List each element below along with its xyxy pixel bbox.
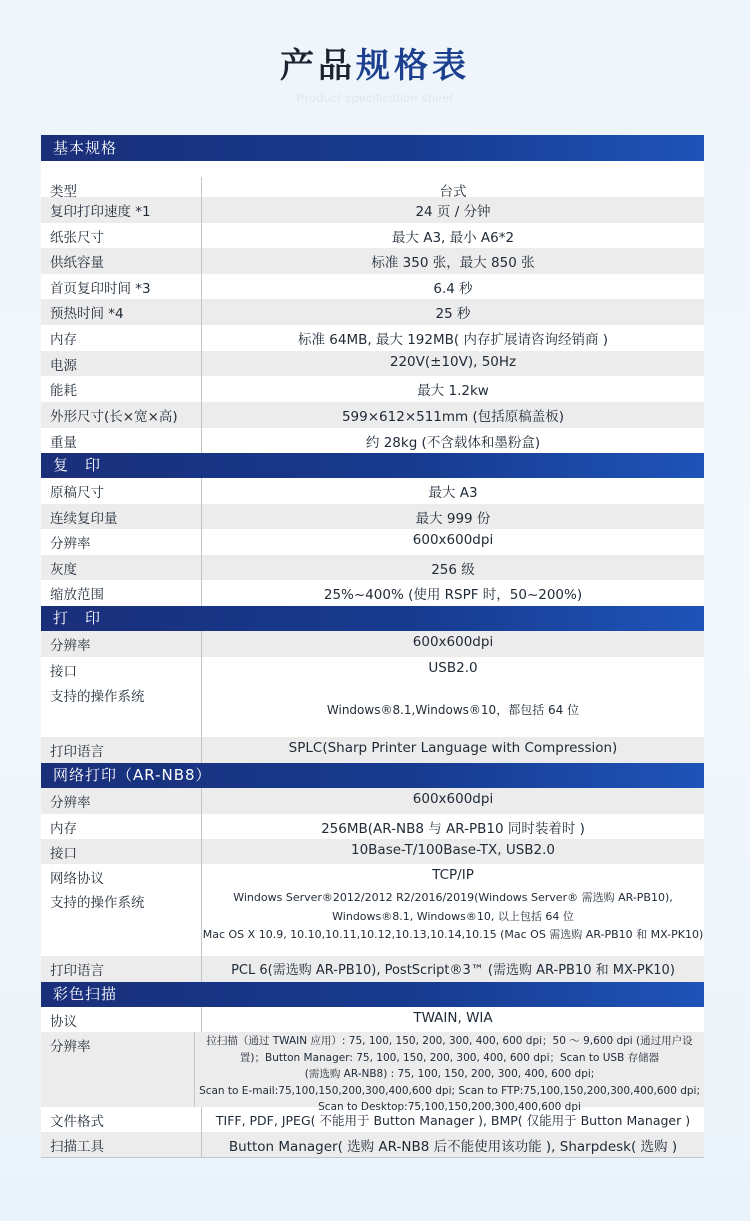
spec-row bbox=[41, 1107, 704, 1132]
title-part-a: 产品 bbox=[280, 46, 356, 86]
spec-label: 接口 bbox=[41, 839, 202, 864]
spec-row bbox=[41, 223, 704, 248]
table-bottom-border bbox=[41, 1157, 704, 1158]
spec-label: 首页复印时间 *3 bbox=[41, 274, 202, 299]
spec-label: 分辨率 bbox=[41, 631, 202, 657]
spec-row bbox=[41, 737, 704, 763]
spec-value: 6.4 秒 bbox=[433, 281, 473, 297]
spec-value: 600x600dpi bbox=[412, 791, 494, 807]
spec-row bbox=[41, 299, 704, 325]
spec-value: 标准 350 张，最大 850 张 bbox=[371, 255, 535, 271]
spec-row bbox=[41, 682, 704, 737]
spec-row bbox=[41, 504, 704, 529]
spec-row bbox=[41, 555, 704, 580]
spec-row bbox=[41, 402, 704, 428]
spec-label: 支持的操作系统 bbox=[41, 888, 202, 956]
spec-value-line: Scan to E-mail:75,100,150,200,300,400,600 dpi; Scan to FTP:75,100,150,200,300,400,600 dpi; bbox=[199, 1084, 700, 1097]
spec-row bbox=[41, 351, 704, 376]
spec-row bbox=[41, 197, 704, 223]
spec-label: 支持的操作系统 bbox=[41, 682, 202, 737]
spec-label: 原稿尺寸 bbox=[41, 478, 202, 504]
spec-label: 内存 bbox=[41, 814, 202, 839]
spec-label: 分辨率 bbox=[41, 529, 202, 555]
spec-row bbox=[41, 657, 704, 682]
section-header: 复 印 bbox=[41, 453, 704, 478]
spec-value: SPLC(Sharp Printer Language with Compression) bbox=[288, 740, 618, 756]
spec-value: 标准 64MB, 最大 192MB( 内存扩展请咨询经销商 ) bbox=[297, 332, 609, 348]
spec-row bbox=[41, 1132, 704, 1157]
spec-value: TWAIN, WIA bbox=[413, 1010, 493, 1026]
spec-label: 内存 bbox=[41, 325, 202, 351]
spec-row bbox=[41, 631, 704, 657]
spec-label: 连续复印量 bbox=[41, 504, 202, 529]
spec-row bbox=[41, 177, 704, 200]
spec-value: 600x600dpi bbox=[412, 634, 494, 650]
spec-value: 599×612×511mm (包括原稿盖板) bbox=[341, 409, 565, 425]
spec-label: 分辨率 bbox=[41, 1032, 195, 1107]
spec-value-line: Windows Server®2012/2012 R2/2016/2019(Windows Server® 需选购 AR-PB10), bbox=[233, 891, 673, 904]
section-header: 基本规格 bbox=[41, 135, 704, 161]
spec-value bbox=[195, 1032, 704, 1113]
spec-value: 220V(±10V), 50Hz bbox=[389, 354, 517, 370]
spec-row bbox=[41, 839, 704, 864]
spec-label: 协议 bbox=[41, 1007, 202, 1032]
spec-row bbox=[41, 529, 704, 555]
spec-label: 预热时间 *4 bbox=[41, 299, 202, 325]
section-header: 网络打印（AR-NB8） bbox=[41, 763, 704, 788]
spec-value: 最大 A3, 最小 A6*2 bbox=[391, 230, 515, 246]
spec-value: PCL 6(需选购 AR-PB10), PostScript®3™ (需选购 AR-PB10 和 MX-PK10) bbox=[231, 963, 675, 978]
spec-value: 24 页 / 分钟 bbox=[415, 204, 491, 220]
spec-row bbox=[41, 864, 704, 888]
spec-value-line: Windows®8.1, Windows®10, 以上包括 64 位 bbox=[332, 909, 574, 923]
spec-row bbox=[41, 1007, 704, 1032]
spec-label: 外形尺寸(长×宽×高) bbox=[41, 402, 202, 428]
section-header: 打 印 bbox=[41, 606, 704, 631]
spec-value: Button Manager( 选购 AR-NB8 后不能使用该功能 ), Sharpdesk( 选购 ) bbox=[228, 1139, 678, 1155]
spec-row bbox=[41, 1032, 704, 1113]
spec-label: 重量 bbox=[41, 428, 202, 453]
spec-value: TIFF, PDF, JPEG( 不能用于 Button Manager ), BMP( 仅能用于 Button Manager ) bbox=[215, 1113, 691, 1128]
title-part-b: 规格表 bbox=[356, 46, 470, 86]
page-subtitle: Product specification sheet bbox=[296, 91, 454, 105]
spec-value-line: Scan to Desktop:75,100,150,200,300,400,600 dpi bbox=[318, 1101, 581, 1113]
spec-value: Windows®8.1,Windows®10，都包括 64 位 bbox=[326, 703, 580, 717]
spec-label: 灰度 bbox=[41, 555, 202, 580]
spec-label: 缩放范围 bbox=[41, 580, 202, 606]
spec-label: 能耗 bbox=[41, 376, 202, 402]
spec-row bbox=[41, 325, 704, 351]
spec-label: 复印打印速度 *1 bbox=[41, 197, 202, 223]
spec-row bbox=[41, 428, 704, 453]
spec-label: 供纸容量 bbox=[41, 248, 202, 274]
spec-value: 25%~400% (使用 RSPF 时，50~200%) bbox=[323, 587, 583, 603]
spec-value-line: (需选购 AR-NB8) : 75, 100, 150, 200, 300, 400, 600 dpi; bbox=[304, 1068, 595, 1080]
spec-value-line: Mac OS X 10.9, 10.10,10.11,10.12,10.13,10.14,10.15 (Mac OS 需选购 AR-PB10 和 MX-PK10) bbox=[202, 928, 704, 941]
spec-value: 256 级 bbox=[431, 562, 475, 578]
spec-label: 文件格式 bbox=[41, 1107, 202, 1132]
spec-value: TCP/IP bbox=[432, 867, 474, 883]
spec-label: 网络协议 bbox=[41, 864, 202, 888]
spec-value: 台式 bbox=[439, 184, 467, 200]
spec-value-line: 置)；Button Manager: 75, 100, 150, 200, 300, 400, 600 dpi；Scan to USB 存储器 bbox=[239, 1051, 660, 1064]
spec-value: 600x600dpi bbox=[412, 532, 494, 548]
page-title bbox=[0, 38, 750, 87]
spec-row bbox=[41, 956, 704, 982]
spec-value: 25 秒 bbox=[435, 306, 471, 322]
section-spacer bbox=[41, 161, 704, 177]
spec-row bbox=[41, 478, 704, 504]
spec-table bbox=[41, 135, 704, 1158]
spec-value-line: 拉扫描（通过 TWAIN 应用）: 75, 100, 150, 200, 300, 400, 600 dpi；50 ～ 9,600 dpi (通过用户设 bbox=[206, 1035, 693, 1047]
spec-label: 接口 bbox=[41, 657, 202, 682]
spec-row bbox=[41, 888, 704, 956]
spec-label: 类型 bbox=[41, 177, 202, 197]
spec-row bbox=[41, 788, 704, 814]
spec-row bbox=[41, 248, 704, 274]
spec-value: 约 28kg (不含载体和墨粉盒) bbox=[365, 435, 541, 451]
spec-label: 分辨率 bbox=[41, 788, 202, 814]
spec-value bbox=[202, 888, 704, 956]
spec-row bbox=[41, 580, 704, 606]
spec-label: 打印语言 bbox=[41, 956, 202, 982]
spec-value: 最大 999 份 bbox=[415, 511, 491, 527]
spec-value: 最大 A3 bbox=[428, 485, 478, 501]
spec-label: 电源 bbox=[41, 351, 202, 376]
spec-value: USB2.0 bbox=[428, 660, 478, 676]
section-header: 彩色扫描 bbox=[41, 982, 704, 1007]
spec-value: 256MB(AR-NB8 与 AR-PB10 同时装着时 ) bbox=[321, 821, 585, 837]
spec-row bbox=[41, 274, 704, 299]
spec-value: 最大 1.2kw bbox=[417, 383, 489, 399]
spec-label: 扫描工具 bbox=[41, 1132, 202, 1157]
spec-label: 纸张尺寸 bbox=[41, 223, 202, 248]
spec-row bbox=[41, 376, 704, 402]
spec-row bbox=[41, 814, 704, 839]
spec-value: 10Base-T/100Base-TX, USB2.0 bbox=[350, 842, 555, 858]
spec-label: 打印语言 bbox=[41, 737, 202, 763]
